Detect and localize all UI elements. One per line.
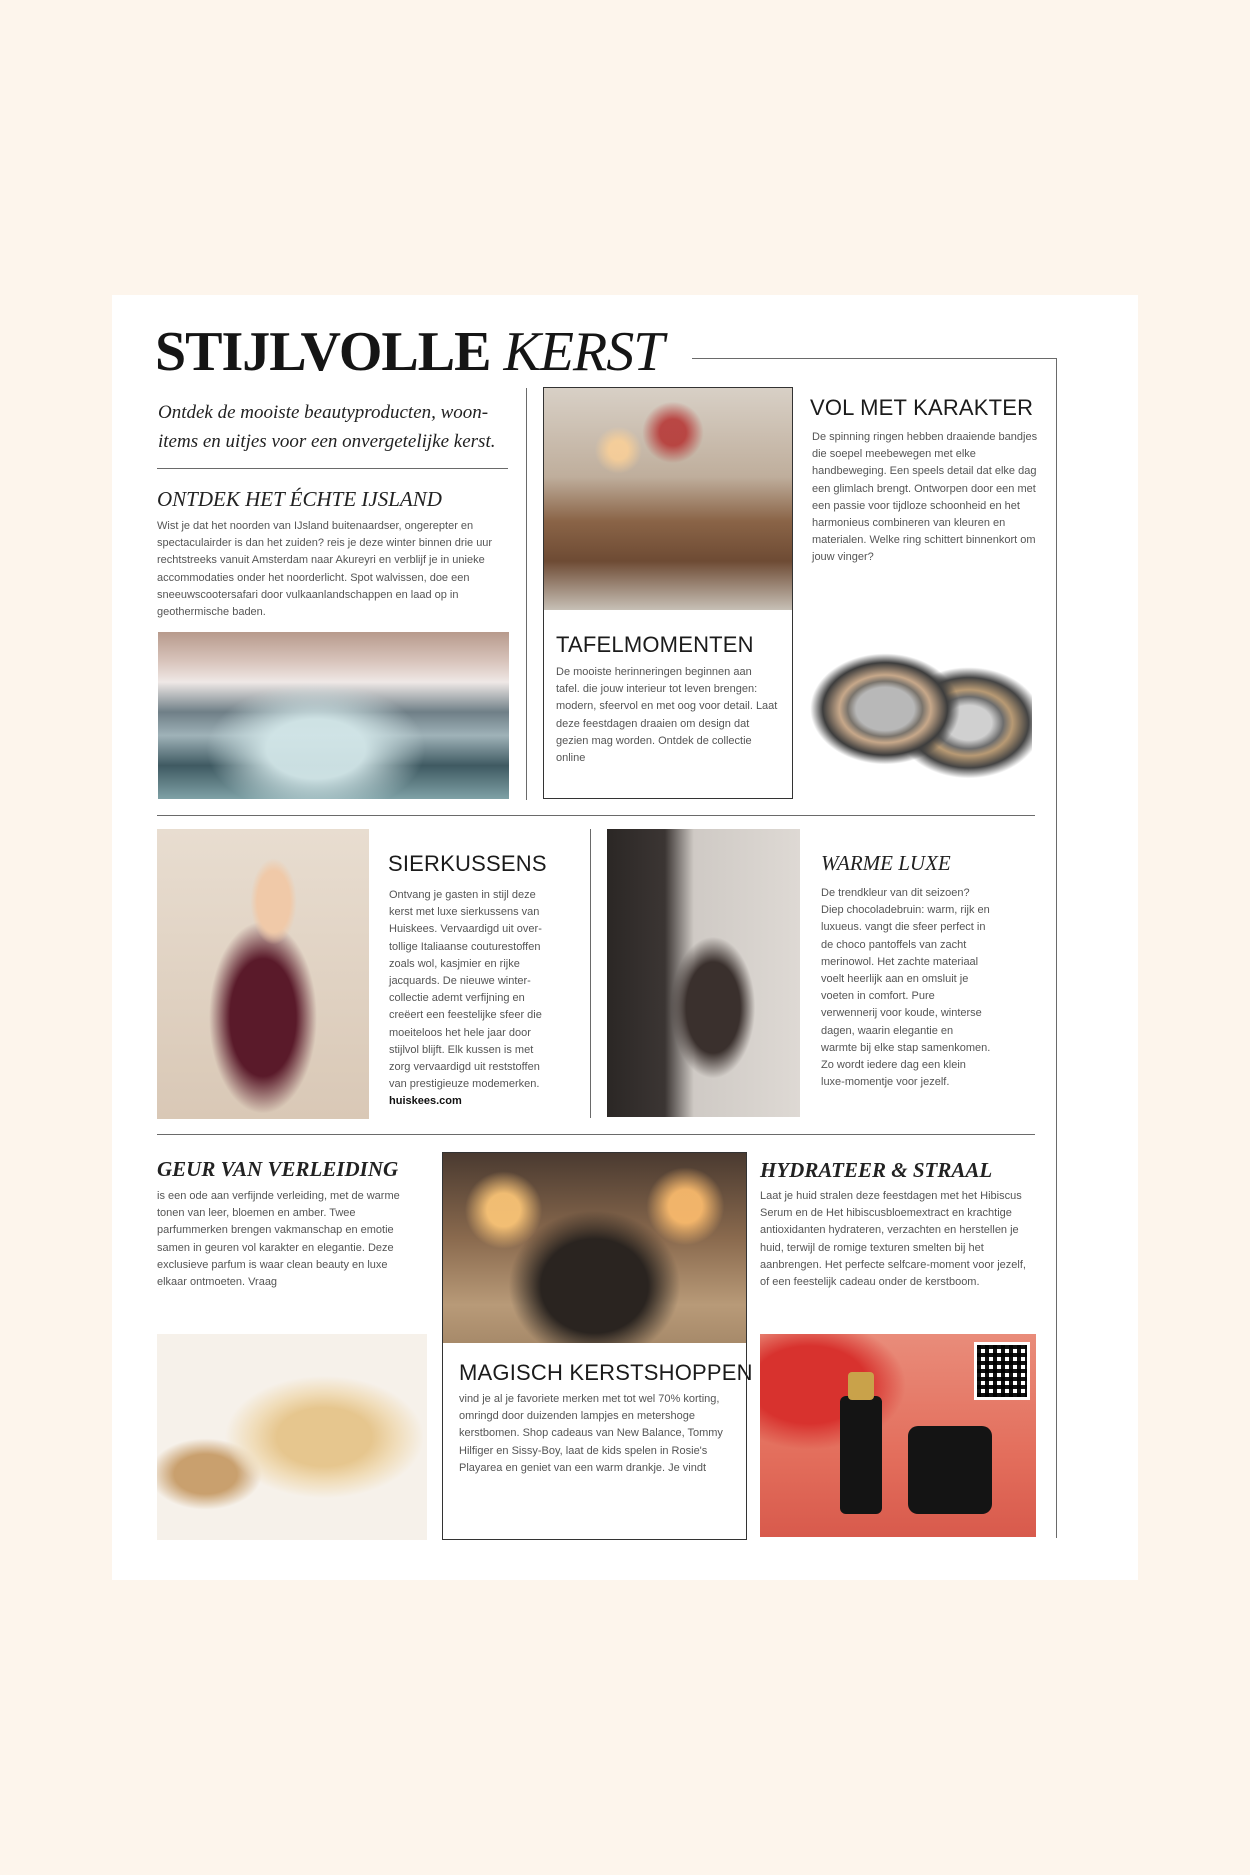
title-italic: KERST bbox=[503, 321, 664, 383]
iceland-body: Wist je dat het noorden van IJsland buitenaardser, ongerepter en spectaculairder is dan het zuiden? reis je deze winter binnen drie uur rechtstreeks vanuit Amsterdam naar Akureyri en verblijf je in unieke accommodaties onder het noorderlicht. Spot walvissen, doe een sneeuwscootersafari door vulkaanlandschappen en laad op in geothermische baden. bbox=[157, 520, 493, 619]
hydrateer-body: Laat je huid stralen deze feestdagen met het Hibiscus Serum en de Het hibiscusbloemextract en krachtige antioxidanten hydrateren, verzachten en herstellen je huid, terwijl de romige texturen smelten bij het aanbrengen. Het perfecte selfcare-moment voor jezelf, of een feestelijk cadeau onder de kerstboom. bbox=[760, 1190, 1026, 1289]
shoppen-box bbox=[442, 1152, 753, 1540]
karakter-body: De spinning ringen hebben draaiende bandjes die soepel meebewegen met elke handbeweging. Een speels detail dat elke dag een glimlach brengt. Ontworpen door een met een passie voor tijdloze schoonheid en het harmonieus combineren van kleuren en materialen. Welke ring schittert binnenkort om jouw vinger? bbox=[812, 431, 1038, 564]
column-rule-1 bbox=[526, 388, 527, 800]
tafel-box bbox=[543, 387, 793, 799]
perfume-photo bbox=[157, 1334, 427, 1540]
cushions-woman-photo bbox=[157, 829, 369, 1119]
iceland-waterfall-photo bbox=[158, 632, 509, 799]
tafel-body: De mooiste herinneringen beginnen aan tafel. die jouw interieur tot leven brengen: modern, sfeervol en met oog voor detail. Laat deze feestdagen draaien om design dat gezien mag worden. Ontdek de collectie online bbox=[556, 666, 778, 765]
dining-table-photo bbox=[544, 388, 792, 610]
kussens-body: Ontvang je gasten in stijl deze kerst met luxe sierkussens van Huiskees. Vervaardigd uit over-tollige Italiaanse couturestoffen zoals wol, kasjmier en rijke jacquards. De nieuwe winter-collectie ademt verfijning en creëert een feestelijke sfeer die moeiteloos het hele jaar door stijlvol blijft. Elk kussen is met zorg vervaardigd uit reststoffen van prestigieuze modemerken. bbox=[389, 889, 542, 1091]
page-title bbox=[155, 320, 663, 384]
iceland-heading: ONTDEK HET ÉCHTE IJSLAND bbox=[157, 487, 442, 511]
shoppen-heading: MAGISCH KERSTSHOPPEN bbox=[459, 1360, 753, 1385]
huiskees-link[interactable]: huiskees.com bbox=[389, 1095, 462, 1107]
serum-bottle bbox=[840, 1396, 882, 1514]
qr-code[interactable] bbox=[974, 1342, 1030, 1400]
karakter-heading: VOL MET KARAKTER bbox=[810, 395, 1034, 420]
geur-body: is een ode aan verfijnde verleiding, met de warme tonen van leer, bloemen en amber. Twee parfummerken brengen vakmanschap en emotie samen in geuren vol karakter en elegantie. Deze exclusieve parfum is waar clean beauty en luxe elkaar ontmoeten. Vraag bbox=[157, 1190, 400, 1289]
serum-dropper bbox=[848, 1372, 874, 1400]
hydrateer-heading: HYDRATEER & STRAAL bbox=[760, 1158, 993, 1182]
serum-photo bbox=[760, 1334, 1036, 1537]
column-rule-2 bbox=[590, 829, 591, 1118]
slippers-photo bbox=[607, 829, 800, 1117]
geur-heading: GEUR VAN VERLEIDING bbox=[157, 1157, 399, 1181]
title-bold: STIJLVOLLE bbox=[155, 321, 491, 383]
intro-text: Ontdek de mooiste beautyproducten, woon-items en uitjes voor een onvergetelijke kerst. bbox=[158, 402, 496, 452]
luxe-heading: WARME LUXE bbox=[821, 851, 951, 875]
tafel-heading: TAFELMOMENTEN bbox=[556, 632, 754, 657]
shoppen-body: vind je al je favoriete merken met tot wel 70% korting, omringd door duizenden lampjes en metershoge kerstbomen. Shop cadeaus van New Balance, Tommy Hilfiger en Sissy-Boy, laat de kids spelen in Rosie's Playarea en geniet van een warm drankje. Je vindt bbox=[459, 1393, 723, 1474]
christmas-shopping-photo bbox=[443, 1153, 746, 1343]
intro-rule bbox=[157, 468, 508, 469]
title-rule bbox=[692, 358, 1057, 359]
row-rule-2 bbox=[157, 1134, 1035, 1135]
right-frame-rule bbox=[1056, 358, 1057, 1538]
cream-jar bbox=[908, 1426, 992, 1514]
kussens-heading: SIERKUSSENS bbox=[388, 851, 547, 876]
spinning-rings-photo bbox=[806, 600, 1032, 798]
luxe-body: De trendkleur van dit seizoen? Diep chocoladebruin: warm, rijk en luxueus. vangt die sfeer perfect in de choco pantoffels van zacht merinowol. Het zachte materiaal voelt heerlijk aan en omsluit je voeten in comfort. Pure verwennerij voor koude, winterse dagen, waarin elegantie en warmte bij elke stap samenkomen. Zo wordt iedere dag een klein luxe-momentje voor jezelf. bbox=[821, 887, 991, 1089]
row-rule-1 bbox=[157, 815, 1035, 816]
